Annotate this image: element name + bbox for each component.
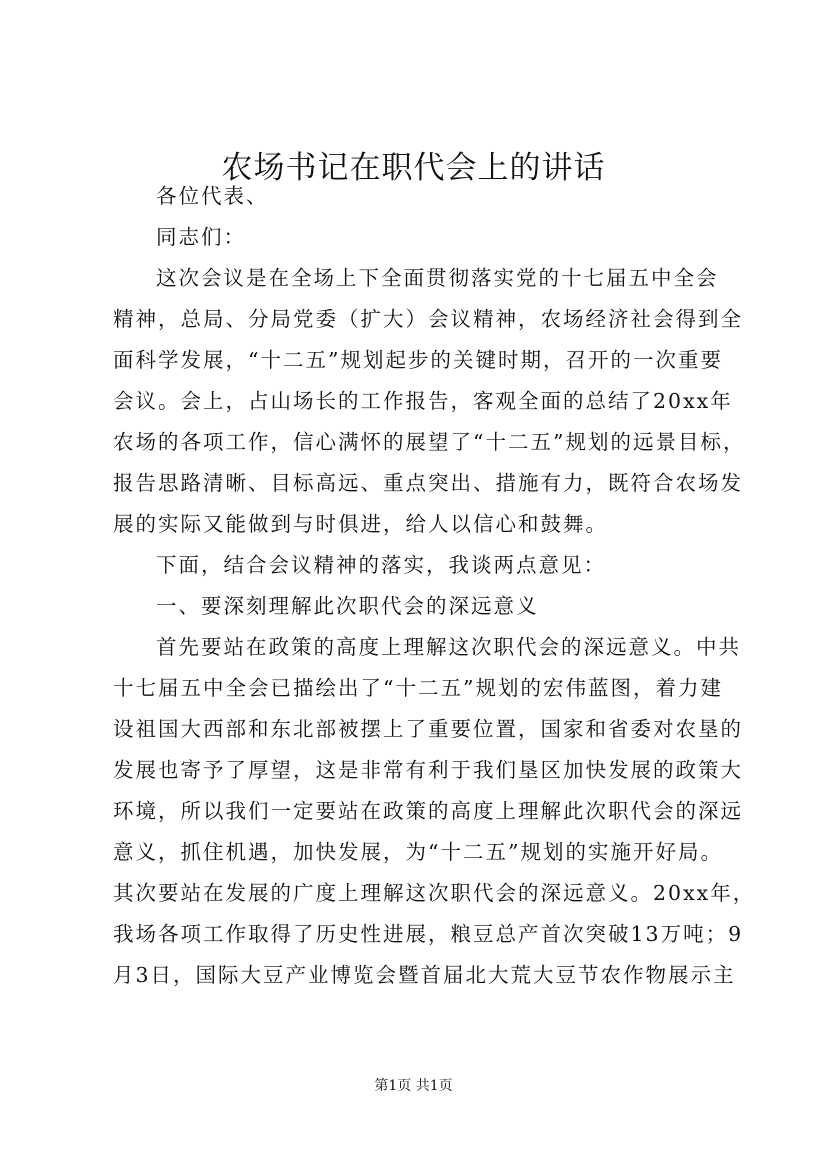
paragraph-line: 意义，抓住机遇，加快发展，为“十二五”规划的实施开好局。 (113, 840, 723, 864)
paragraph-line: 发展也寄予了厚望，这是非常有利于我们垦区加快发展的政策大 (113, 758, 743, 782)
document-title: 农场书记在职代会上的讲话 (221, 150, 606, 186)
salutation-line: 各位代表、 (156, 184, 269, 208)
paragraph-line: 精神，总局、分局党委（扩大）会议精神，农场经济社会得到全 (113, 307, 743, 331)
paragraph-line: 首先要站在政策的高度上理解这次职代会的深远意义。中共 (156, 635, 741, 659)
paragraph-line: 展的实际又能做到与时俱进，给人以信心和鼓舞。 (113, 512, 608, 536)
paragraph-line: 环境，所以我们一定要站在政策的高度上理解此次职代会的深远 (113, 799, 743, 823)
page-number-footer: 第1页 共1页 (374, 1078, 453, 1094)
paragraph-line: 十七届五中全会已描绘出了“十二五”规划的宏伟蓝图，着力建 (113, 676, 723, 700)
paragraph-line: 下面，结合会议精神的落实，我谈两点意见： (156, 553, 606, 577)
paragraph-line: 面科学发展，“十二五”规划起步的关键时期，召开的一次重要 (113, 348, 723, 372)
salutation-line: 同志们： (156, 225, 246, 249)
paragraph-line: 月3日，国际大豆产业博览会暨首届北大荒大豆节农作物展示主 (113, 963, 736, 987)
paragraph-line: 这次会议是在全场上下全面贯彻落实党的十七届五中全会 (156, 266, 719, 290)
paragraph-line: 报告思路清晰、目标高远、重点突出、措施有力，既符合农场发 (113, 471, 743, 495)
paragraph-line: 农场的各项工作，信心满怀的展望了“十二五”规划的远景目标， (113, 430, 746, 454)
section-heading: 一、要深刻理解此次职代会的深远意义 (156, 594, 539, 618)
paragraph-line: 其次要站在发展的广度上理解这次职代会的深远意义。20xx年， (113, 881, 756, 905)
paragraph-line: 会议。会上，占山场长的工作报告，客观全面的总结了20xx年 (113, 389, 733, 413)
paragraph-line: 我场各项工作取得了历史性进展，粮豆总产首次突破13万吨；9 (113, 922, 744, 946)
paragraph-line: 设祖国大西部和东北部被摆上了重要位置，国家和省委对农垦的 (113, 717, 743, 741)
document-body (113, 176, 756, 996)
